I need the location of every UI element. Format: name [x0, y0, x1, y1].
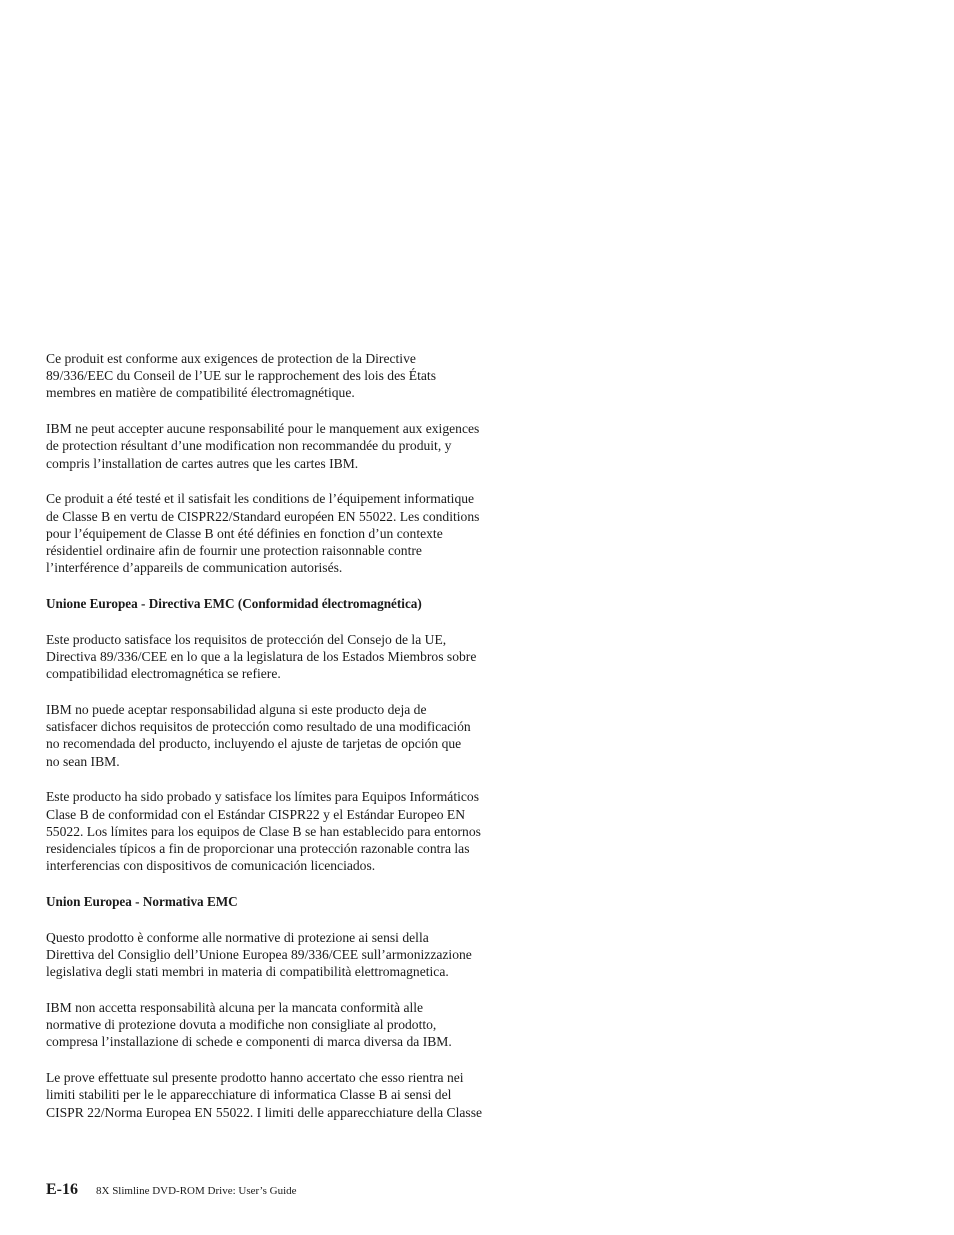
text-line: normative di protezione dovuta a modifiche non consigliate al prodotto,: [46, 1017, 437, 1033]
text-line: IBM no puede aceptar responsabilidad alguna si este producto deja de: [46, 702, 427, 718]
text-line: Este producto satisface los requisitos de protección del Consejo de la UE,: [46, 631, 447, 647]
page-number: E-16: [46, 1181, 78, 1198]
text-line: 55022. Los límites para los equipos de Clase B se han establecido para entornos: [46, 823, 481, 839]
text-line: l’interférence d’appareils de communication autorisés.: [46, 560, 343, 576]
text-line: compatibilidad electromagnética se refiere.: [46, 666, 281, 682]
paragraph: [46, 929, 566, 981]
text-line: legislativa degli stati membri in materia di compatibilità elettromagnetica.: [46, 964, 449, 980]
text-line: limiti stabiliti per le le apparecchiature di informatica Classe B ai sensi del: [46, 1087, 452, 1103]
text-line: residenciales típicos a fin de proporcionar una protección razonable contra las: [46, 841, 470, 857]
text-line: Le prove effettuate sul presente prodotto hanno accertato che esso rientra nei: [46, 1070, 464, 1086]
text-line: pour l’équipement de Classe B ont été définies en fonction d’un contexte: [46, 525, 443, 541]
section-heading: [46, 595, 566, 612]
text-line: 89/336/EEC du Conseil de l’UE sur le rapprochement des lois des États: [46, 368, 436, 384]
text-line: interferencias con dispositivos de comunicación licenciados.: [46, 858, 376, 874]
text-line: Direttiva del Consiglio dell’Unione Europea 89/336/CEE sull’armonizzazione: [46, 947, 472, 963]
text-line: CISPR 22/Norma Europea EN 55022. I limiti delle apparecchiature della Classe: [46, 1104, 483, 1120]
footer-title: 8X Slimline DVD-ROM Drive: User’s Guide: [96, 1185, 297, 1197]
paragraph: [46, 490, 566, 576]
text-line: Ce produit a été testé et il satisfait les conditions de l’équipement informatique: [46, 491, 475, 507]
text-line: IBM ne peut accepter aucune responsabilité pour le manquement aux exigences: [46, 421, 480, 437]
text-line: Directiva 89/336/CEE en lo que a la legislatura de los Estados Miembros sobre: [46, 649, 477, 665]
text-line: compresa l’installazione di schede e componenti di marca diversa da IBM.: [46, 1034, 452, 1050]
paragraph: [46, 999, 566, 1051]
paragraph: [46, 1069, 566, 1121]
text-line: Clase B de conformidad con el Estándar CISPR22 y el Estándar Europeo EN: [46, 806, 466, 822]
section-heading: [46, 893, 566, 910]
document-body: [46, 350, 566, 1139]
paragraph: [46, 701, 566, 770]
text-line: no sean IBM.: [46, 753, 120, 769]
text-line: Unione Europea - Directiva EMC (Conformidad électromagnética): [46, 596, 422, 612]
paragraph: [46, 420, 566, 472]
text-line: de Classe B en vertu de CISPR22/Standard européen EN 55022. Les conditions: [46, 508, 480, 524]
text-line: résidentiel ordinaire afin de fournir une protection raisonnable contre: [46, 543, 422, 559]
text-line: Questo prodotto è conforme alle normative di protezione ai sensi della: [46, 929, 429, 945]
text-line: membres en matière de compatibilité électromagnétique.: [46, 385, 355, 401]
paragraph: [46, 631, 566, 683]
text-line: Ce produit est conforme aux exigences de protection de la Directive: [46, 351, 416, 366]
text-line: compris l’installation de cartes autres que les cartes IBM.: [46, 455, 359, 471]
text-line: no recomendada del producto, incluyendo el ajuste de tarjetas de opción que: [46, 736, 462, 752]
text-line: Union Europea - Normativa EMC: [46, 894, 238, 910]
text-line: IBM non accetta responsabilità alcuna per la mancata conformità alle: [46, 1000, 424, 1016]
paragraph: [46, 350, 566, 402]
text-line: de protection résultant d’une modification non recommandée du produit, y: [46, 438, 452, 454]
page-footer: [46, 1181, 297, 1199]
text-line: Este producto ha sido probado y satisface los límites para Equipos Informáticos: [46, 789, 480, 805]
paragraph: [46, 788, 566, 874]
text-line: satisfacer dichos requisitos de protección como resultado de una modificación: [46, 719, 471, 735]
